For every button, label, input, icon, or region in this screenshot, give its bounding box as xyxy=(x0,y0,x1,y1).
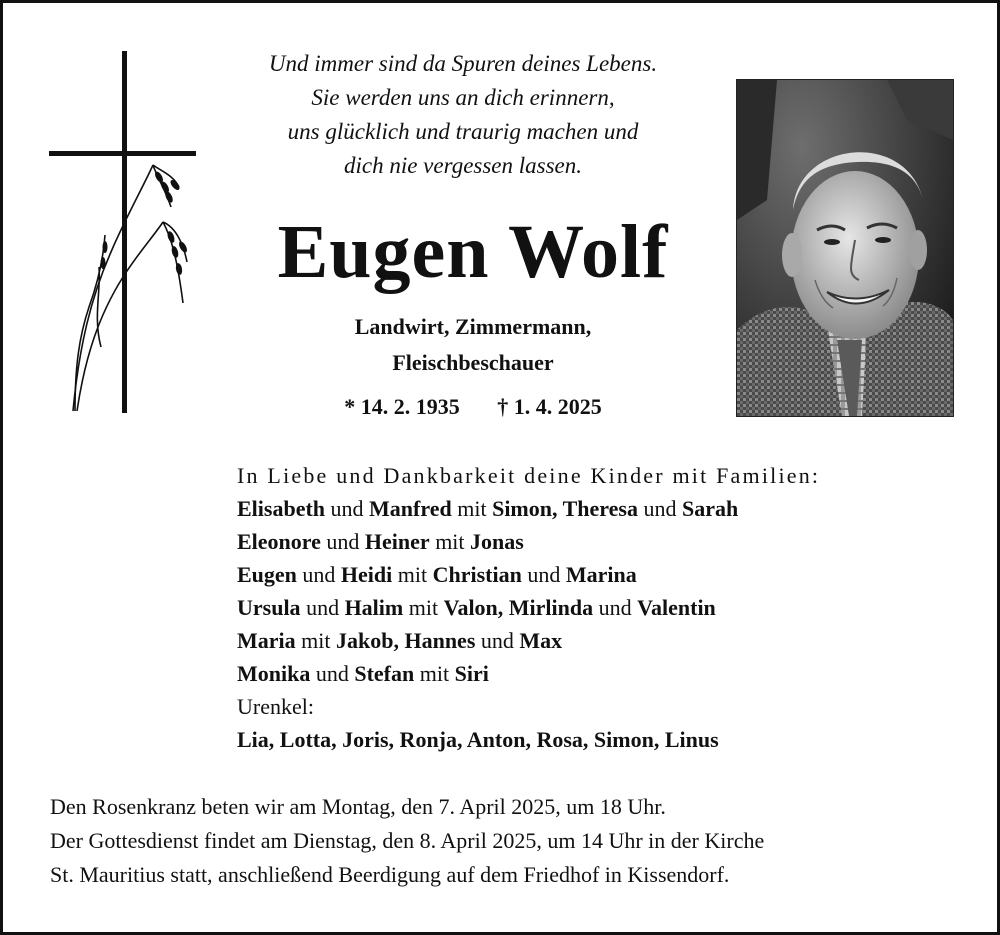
family-member-name: Maria xyxy=(237,628,296,653)
family-member-name: Valentin xyxy=(637,595,716,620)
family-member-name: Monika xyxy=(237,661,311,686)
family-member-name: Ursula xyxy=(237,595,301,620)
great-grandchildren xyxy=(237,723,977,756)
family-connector: mit xyxy=(392,562,433,587)
family-line xyxy=(237,624,977,657)
birth-date: * 14. 2. 1935 xyxy=(344,394,460,419)
poem-line: uns glücklich und traurig machen und xyxy=(287,119,639,144)
death-date: † 1. 4. 2025 xyxy=(497,394,602,419)
poem-line: dich nie vergessen lassen. xyxy=(343,153,583,178)
family-member-name: Christian xyxy=(432,562,522,587)
family-member-name: Halim xyxy=(344,595,404,620)
family-connector: und xyxy=(296,562,341,587)
family-connector: und xyxy=(325,496,370,521)
family-connector: mit xyxy=(403,595,444,620)
family-member-name: Eugen xyxy=(237,562,297,587)
great-grandchildren-label: Urenkel: xyxy=(237,694,314,719)
family-member-name: Jakob, Hannes xyxy=(336,628,476,653)
profession xyxy=(213,309,733,381)
great-grandchildren-names: Lia, Lotta, Joris, Ronja, Anton, Rosa, Simon, Linus xyxy=(237,727,719,752)
profession-line: Fleischbeschauer xyxy=(392,350,554,375)
family-member-name: Elisabeth xyxy=(237,496,326,521)
portrait-icon xyxy=(737,80,953,416)
family-line xyxy=(237,492,977,525)
family-intro: In Liebe und Dankbarkeit deine Kinder mit Familien: xyxy=(237,463,821,488)
poem-line: Sie werden uns an dich erinnern, xyxy=(311,85,615,110)
family-member-name: Heidi xyxy=(340,562,393,587)
portrait-photo xyxy=(736,79,954,417)
profession-line: Landwirt, Zimmermann, xyxy=(354,314,592,339)
family-member-name: Marina xyxy=(565,562,637,587)
family-connector: und xyxy=(300,595,345,620)
family-member-name: Simon, Theresa xyxy=(492,496,638,521)
family-line xyxy=(237,591,977,624)
family-member-name: Max xyxy=(519,628,563,653)
family-connector: und xyxy=(475,628,520,653)
poem xyxy=(203,47,723,183)
deceased-name: Eugen Wolf xyxy=(277,210,669,294)
family-line xyxy=(237,657,977,690)
family-member-name: Eleonore xyxy=(237,529,321,554)
family-list xyxy=(237,459,977,756)
family-connector: mit xyxy=(429,529,471,554)
family-connector: mit xyxy=(414,661,455,686)
family-member-name: Sarah xyxy=(681,496,739,521)
family-connector: und xyxy=(320,529,365,554)
service-line: Der Gottesdienst findet am Dienstag, den 8. April 2025, um 14 Uhr in der Kirche xyxy=(50,828,765,853)
family-member-name: Siri xyxy=(454,661,489,686)
family-connector: mit xyxy=(451,496,493,521)
family-member-name: Valon, Mirlinda xyxy=(443,595,594,620)
family-member-name: Jonas xyxy=(470,529,524,554)
poem-line: Und immer sind da Spuren deines Lebens. xyxy=(268,51,658,76)
family-connector: und xyxy=(521,562,566,587)
cross-with-wheat-icon xyxy=(45,47,205,417)
service-info xyxy=(50,790,970,892)
service-line: Den Rosenkranz beten wir am Montag, den 7. April 2025, um 18 Uhr. xyxy=(50,794,666,819)
family-member-name: Stefan xyxy=(354,661,415,686)
family-connector: und xyxy=(637,496,682,521)
family-connector: und xyxy=(310,661,355,686)
life-dates xyxy=(213,389,733,425)
family-line xyxy=(237,525,977,558)
family-lines xyxy=(237,492,977,690)
service-line: St. Mauritius statt, anschließend Beerdigung auf dem Friedhof in Kissendorf. xyxy=(50,862,730,887)
family-member-name: Heiner xyxy=(364,529,430,554)
family-connector: und xyxy=(593,595,638,620)
family-connector: mit xyxy=(295,628,336,653)
family-member-name: Manfred xyxy=(369,496,452,521)
family-line xyxy=(237,558,977,591)
